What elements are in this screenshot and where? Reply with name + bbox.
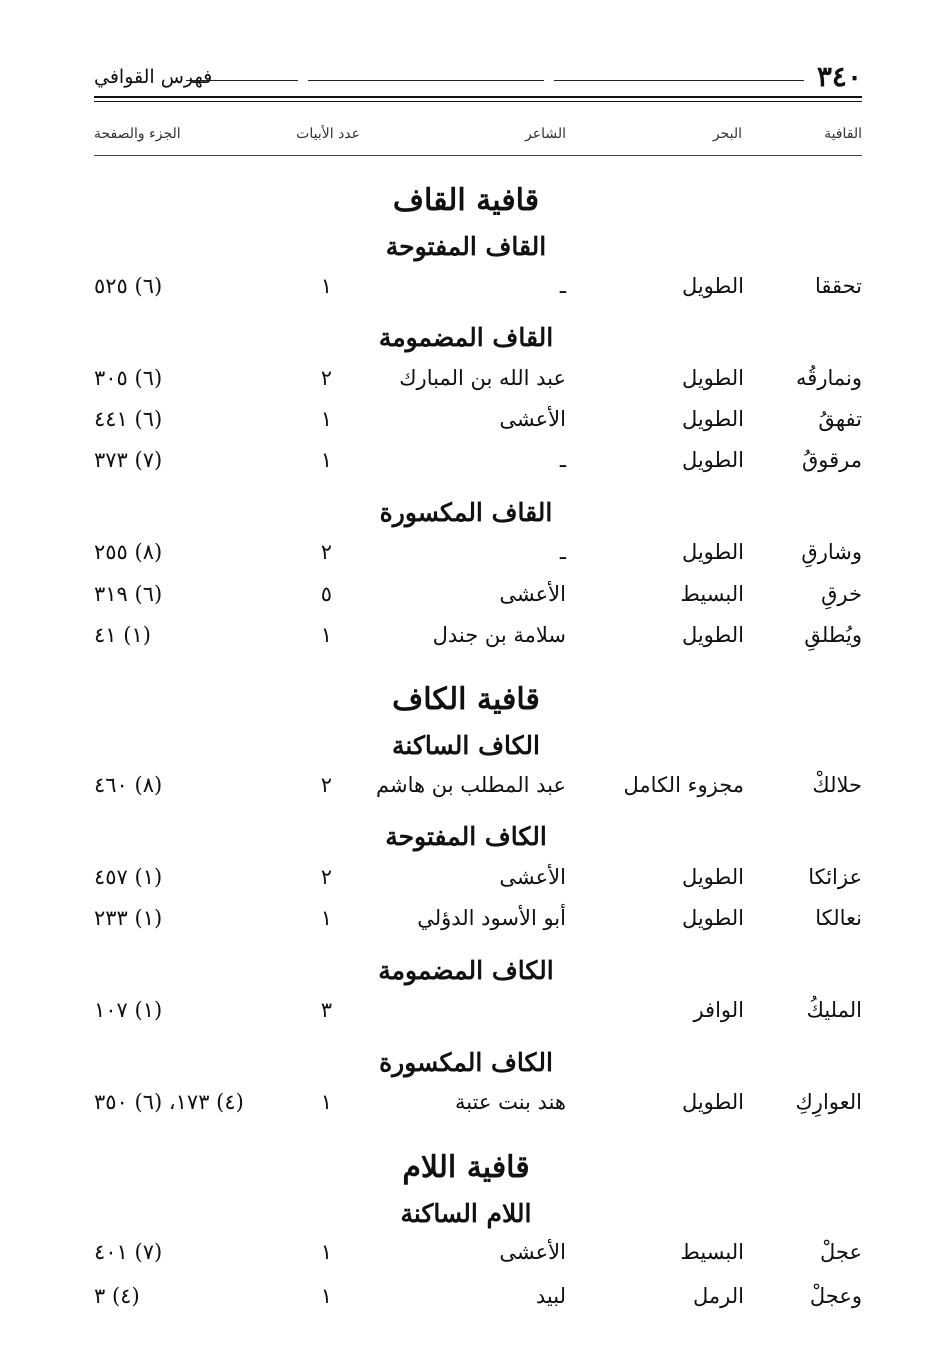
bahr-cell: الطويل — [681, 366, 744, 390]
qafiya-cell: وعجلْ — [809, 1284, 862, 1308]
qafiya-cell: مرقوقُ — [801, 448, 862, 472]
verse-count-cell: ٣ — [320, 998, 332, 1022]
volume-page-cell: (٦) ٣٠٥ — [94, 366, 163, 390]
table-row — [94, 623, 862, 655]
poet-cell: أبو الأسود الدؤلي — [417, 906, 566, 930]
poet-cell: الأعشى — [499, 407, 566, 431]
volume-page-cell: (٤) ٣ — [94, 1284, 140, 1308]
volume-page-cell: (٨) ٤٦٠ — [94, 773, 163, 797]
column-header-poet: الشاعر — [525, 126, 566, 142]
bahr-cell: الطويل — [681, 623, 744, 647]
subsection-kaf-maftuha: الكاف المفتوحة — [385, 822, 547, 851]
subsection-lam-sakina: اللام الساكنة — [400, 1199, 532, 1228]
verse-count-cell: ١ — [320, 623, 332, 647]
table-row — [94, 274, 862, 306]
bahr-cell: مجزوء الكامل — [623, 773, 744, 797]
poet-cell: الأعشى — [499, 865, 566, 889]
verse-count-cell: ١ — [320, 274, 332, 298]
poet-cell: هند بنت عتبة — [454, 1090, 566, 1114]
table-row — [94, 773, 862, 805]
qafiya-cell: وشارقِ — [801, 540, 862, 564]
qafiya-cell: عجلْ — [820, 1240, 862, 1264]
bahr-cell: الطويل — [681, 1090, 744, 1114]
qafiya-cell: نعالكا — [815, 906, 862, 930]
bahr-cell: الطويل — [681, 540, 744, 564]
poet-cell: ـ — [559, 540, 566, 564]
bahr-cell: الرمل — [693, 1284, 744, 1308]
verse-count-cell: ١ — [320, 1240, 332, 1264]
verse-count-cell: ٥ — [320, 582, 332, 606]
page-number: ٣٤٠ — [816, 60, 862, 93]
verse-count-cell: ١ — [320, 407, 332, 431]
qafiya-cell: ويُطلقِ — [804, 623, 862, 647]
poet-cell: ـ — [559, 274, 566, 298]
verse-count-cell: ١ — [320, 1284, 332, 1308]
qafiya-cell: خرقِ — [821, 582, 862, 606]
verse-count-cell: ١ — [320, 1090, 332, 1114]
bahr-cell: الطويل — [681, 906, 744, 930]
subsection-qaf-maksura: القاف المكسورة — [379, 498, 553, 527]
verse-count-cell: ١ — [320, 448, 332, 472]
volume-page-cell: (١) ٢٣٣ — [94, 906, 163, 930]
column-header-verse-count: عدد الأبيات — [296, 126, 360, 142]
subsection-qaf-madmuma: القاف المضمومة — [378, 323, 554, 352]
poet-cell: ـ — [559, 448, 566, 472]
volume-page-cell: (٦) ٤٤١ — [94, 407, 163, 431]
subsection-qaf-maftuha: القاف المفتوحة — [385, 232, 547, 261]
section-title-lam: قافية اللام — [402, 1150, 530, 1185]
bahr-cell: البسيط — [680, 1240, 744, 1264]
poet-cell: لبيد — [535, 1284, 566, 1308]
poet-cell: الأعشى — [499, 1240, 566, 1264]
table-row — [94, 1284, 862, 1316]
volume-page-cell: (١) ٤٥٧ — [94, 865, 163, 889]
table-row — [94, 906, 862, 938]
volume-page-cell: (٧) ٤٠١ — [94, 1240, 163, 1264]
volume-page-cell: (٤) ١٧٣، (٦) ٣٥٠ — [94, 1090, 244, 1114]
qafiya-cell: حلالكْ — [812, 773, 862, 797]
table-row — [94, 366, 862, 398]
qafiya-cell: ونمارقُه — [796, 366, 862, 390]
qafiya-cell: المليكُ — [806, 998, 862, 1022]
subsection-kaf-sakina: الكاف الساكنة — [392, 731, 540, 760]
verse-count-cell: ٢ — [320, 773, 332, 797]
volume-page-cell: (٦) ٣١٩ — [94, 582, 163, 606]
qafiya-cell: تحققا — [814, 274, 862, 298]
running-title: فهرس القوافي — [94, 66, 213, 88]
bahr-cell: الطويل — [681, 407, 744, 431]
qafiya-cell: العوارِكِ — [795, 1090, 862, 1114]
verse-count-cell: ١ — [320, 906, 332, 930]
bahr-cell: البسيط — [680, 582, 744, 606]
section-title-kaf: قافية الكاف — [392, 682, 540, 717]
subsection-kaf-maksura: الكاف المكسورة — [379, 1048, 553, 1077]
volume-page-cell: (١) ١٠٧ — [94, 998, 163, 1022]
volume-page-cell: (١) ٤١ — [94, 623, 151, 647]
section-title-qaf: قافية القاف — [392, 183, 540, 218]
table-row — [94, 1090, 862, 1122]
poet-cell: الأعشى — [499, 582, 566, 606]
qafiya-cell: تفهقُ — [818, 407, 862, 431]
volume-page-cell: (٧) ٣٧٣ — [94, 448, 163, 472]
table-row — [94, 448, 862, 480]
poet-cell: سلامة بن جندل — [432, 623, 566, 647]
subsection-kaf-madmuma: الكاف المضمومة — [378, 956, 554, 985]
table-row — [94, 1240, 862, 1272]
verse-count-cell: ٢ — [320, 366, 332, 390]
column-header-bahr: البحر — [712, 126, 742, 142]
qafiya-cell: عزائكا — [808, 865, 862, 889]
bahr-cell: الطويل — [681, 274, 744, 298]
column-header-volume-page: الجزء والصفحة — [94, 126, 181, 142]
volume-page-cell: (٨) ٢٥٥ — [94, 540, 163, 564]
poet-cell: عبد المطلب بن هاشم — [376, 773, 566, 797]
bahr-cell: الطويل — [681, 448, 744, 472]
table-row — [94, 865, 862, 897]
table-row — [94, 998, 862, 1030]
table-row — [94, 540, 862, 572]
bahr-cell: الوافر — [693, 998, 744, 1022]
volume-page-cell: (٦) ٥٢٥ — [94, 274, 163, 298]
poet-cell: عبد الله بن المبارك — [399, 366, 566, 390]
verse-count-cell: ٢ — [320, 540, 332, 564]
table-row — [94, 407, 862, 439]
column-header-qafiya: القافية — [824, 126, 862, 142]
verse-count-cell: ٢ — [320, 865, 332, 889]
bahr-cell: الطويل — [681, 865, 744, 889]
table-row — [94, 582, 862, 614]
